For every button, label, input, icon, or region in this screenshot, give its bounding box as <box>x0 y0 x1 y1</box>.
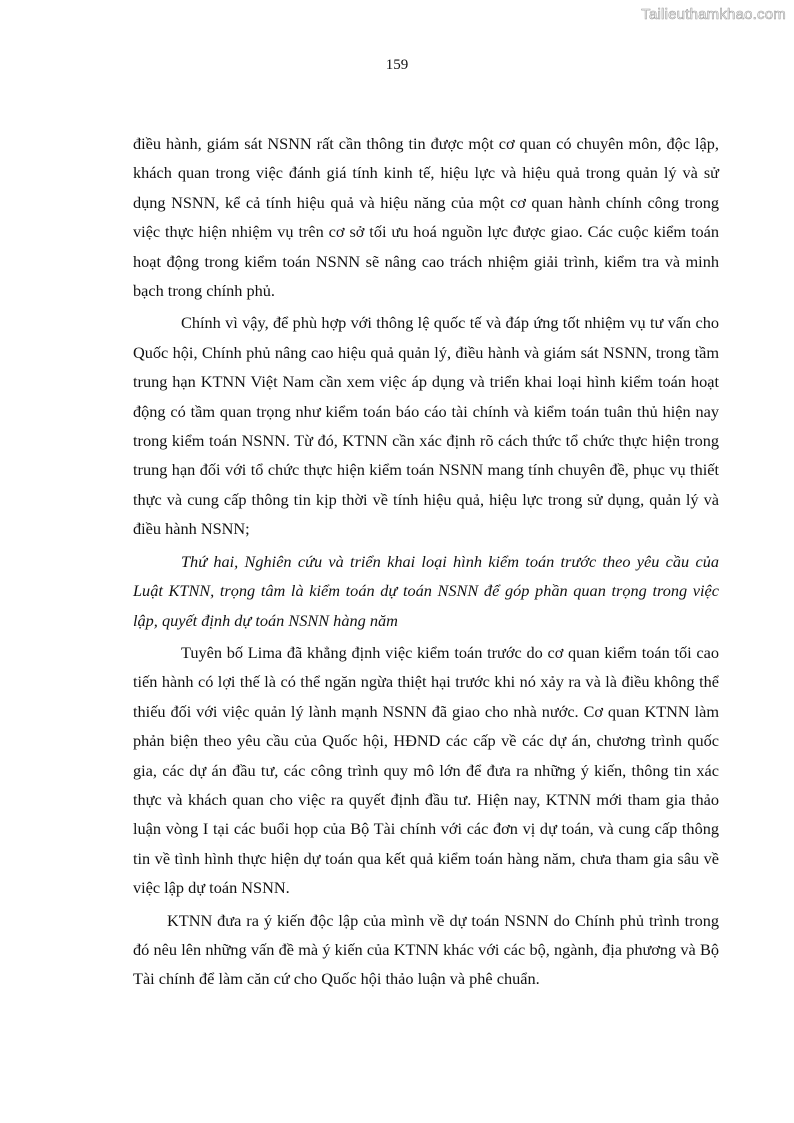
watermark-text: Tailieuthamkhao.com <box>641 6 786 23</box>
paragraph-ktnn-dua-ra: KTNN đưa ra ý kiến độc lập của mình về dự toán NSNN do Chính phủ trình trong đó nêu lên những vấn đề mà ý kiến của KTNN khác với các bộ, ngành, địa phương và Bộ Tài chính để làm căn cứ cho Quốc hội thảo luận và phê chuẩn. <box>133 910 719 989</box>
paragraph-tuyen-bo-lima: Tuyên bố Lima đã khẳng định việc kiểm toán trước do cơ quan kiểm toán tối cao tiến hành có lợi thế là có thể ngăn ngừa thiệt hại trước khi nó xảy ra và là điều không thể thiếu đối với việc quản lý lành mạnh NSNN đã giao cho nhà nước. Cơ quan KTNN làm phản biện theo yêu cầu của Quốc hội, HĐND các cấp về các dự án, chương trình quốc gia, các dự án đầu tư, các công trình quy mô lớn để đưa ra những ý kiến, thông tin xác thực và khách quan cho việc ra quyết định đầu tư. Hiện nay, KTNN mới tham gia thảo luận vòng I tại các buổi họp của Bộ Tài chính với các đơn vị dự toán, và cung cấp thông tin về tình hình thực hiện dự toán qua kết quả kiểm toán hàng năm, chưa tham gia sâu về việc lập dự toán NSNN. <box>133 642 719 898</box>
section-heading-thu-hai: Thứ hai, Nghiên cứu và triển khai loại hình kiểm toán trước theo yêu cầu của Luật KTNN, trọng tâm là kiểm toán dự toán NSNN để góp phần quan trọng trong việc lập, quyết định dự toán NSNN hàng năm <box>133 551 719 630</box>
paragraph-chinh-vi-vay: Chính vì vậy, để phù hợp với thông lệ quốc tế và đáp ứng tốt nhiệm vụ tư vấn cho Quốc hội, Chính phủ nâng cao hiệu quả quản lý, điều hành và giám sát NSNN, trong tầm trung hạn KTNN Việt Nam cần xem việc áp dụng và triển khai loại hình kiểm toán hoạt động có tầm quan trọng như kiểm toán báo cáo tài chính và kiểm toán tuân thủ hiện nay trong kiểm toán NSNN. Từ đó, KTNN cần xác định rõ cách thức tổ chức thực hiện trong trung hạn đối với tổ chức thực hiện kiểm toán NSNN mang tính chuyên đề, phục vụ thiết thực và cung cấp thông tin kịp thời về tính hiệu quả, hiệu lực trong sử dụng, quản lý và điều hành NSNN; <box>133 313 719 539</box>
page-number: 159 <box>385 57 409 73</box>
document-body <box>133 129 719 994</box>
paragraph-continuation: điều hành, giám sát NSNN rất cần thông tin được một cơ quan có chuyên môn, độc lập, khách quan trong việc đánh giá tính kinh tế, hiệu lực và hiệu quả trong quản lý và sử dụng NSNN, kể cả tính hiệu quả và hiệu năng của một cơ quan hành chính công trong việc thực hiện nhiệm vụ trên cơ sở tối ưu hoá nguồn lực được giao. Các cuộc kiểm toán hoạt động trong kiểm toán NSNN sẽ nâng cao trách nhiệm giải trình, kiểm tra và minh bạch trong chính phủ. <box>133 134 719 301</box>
